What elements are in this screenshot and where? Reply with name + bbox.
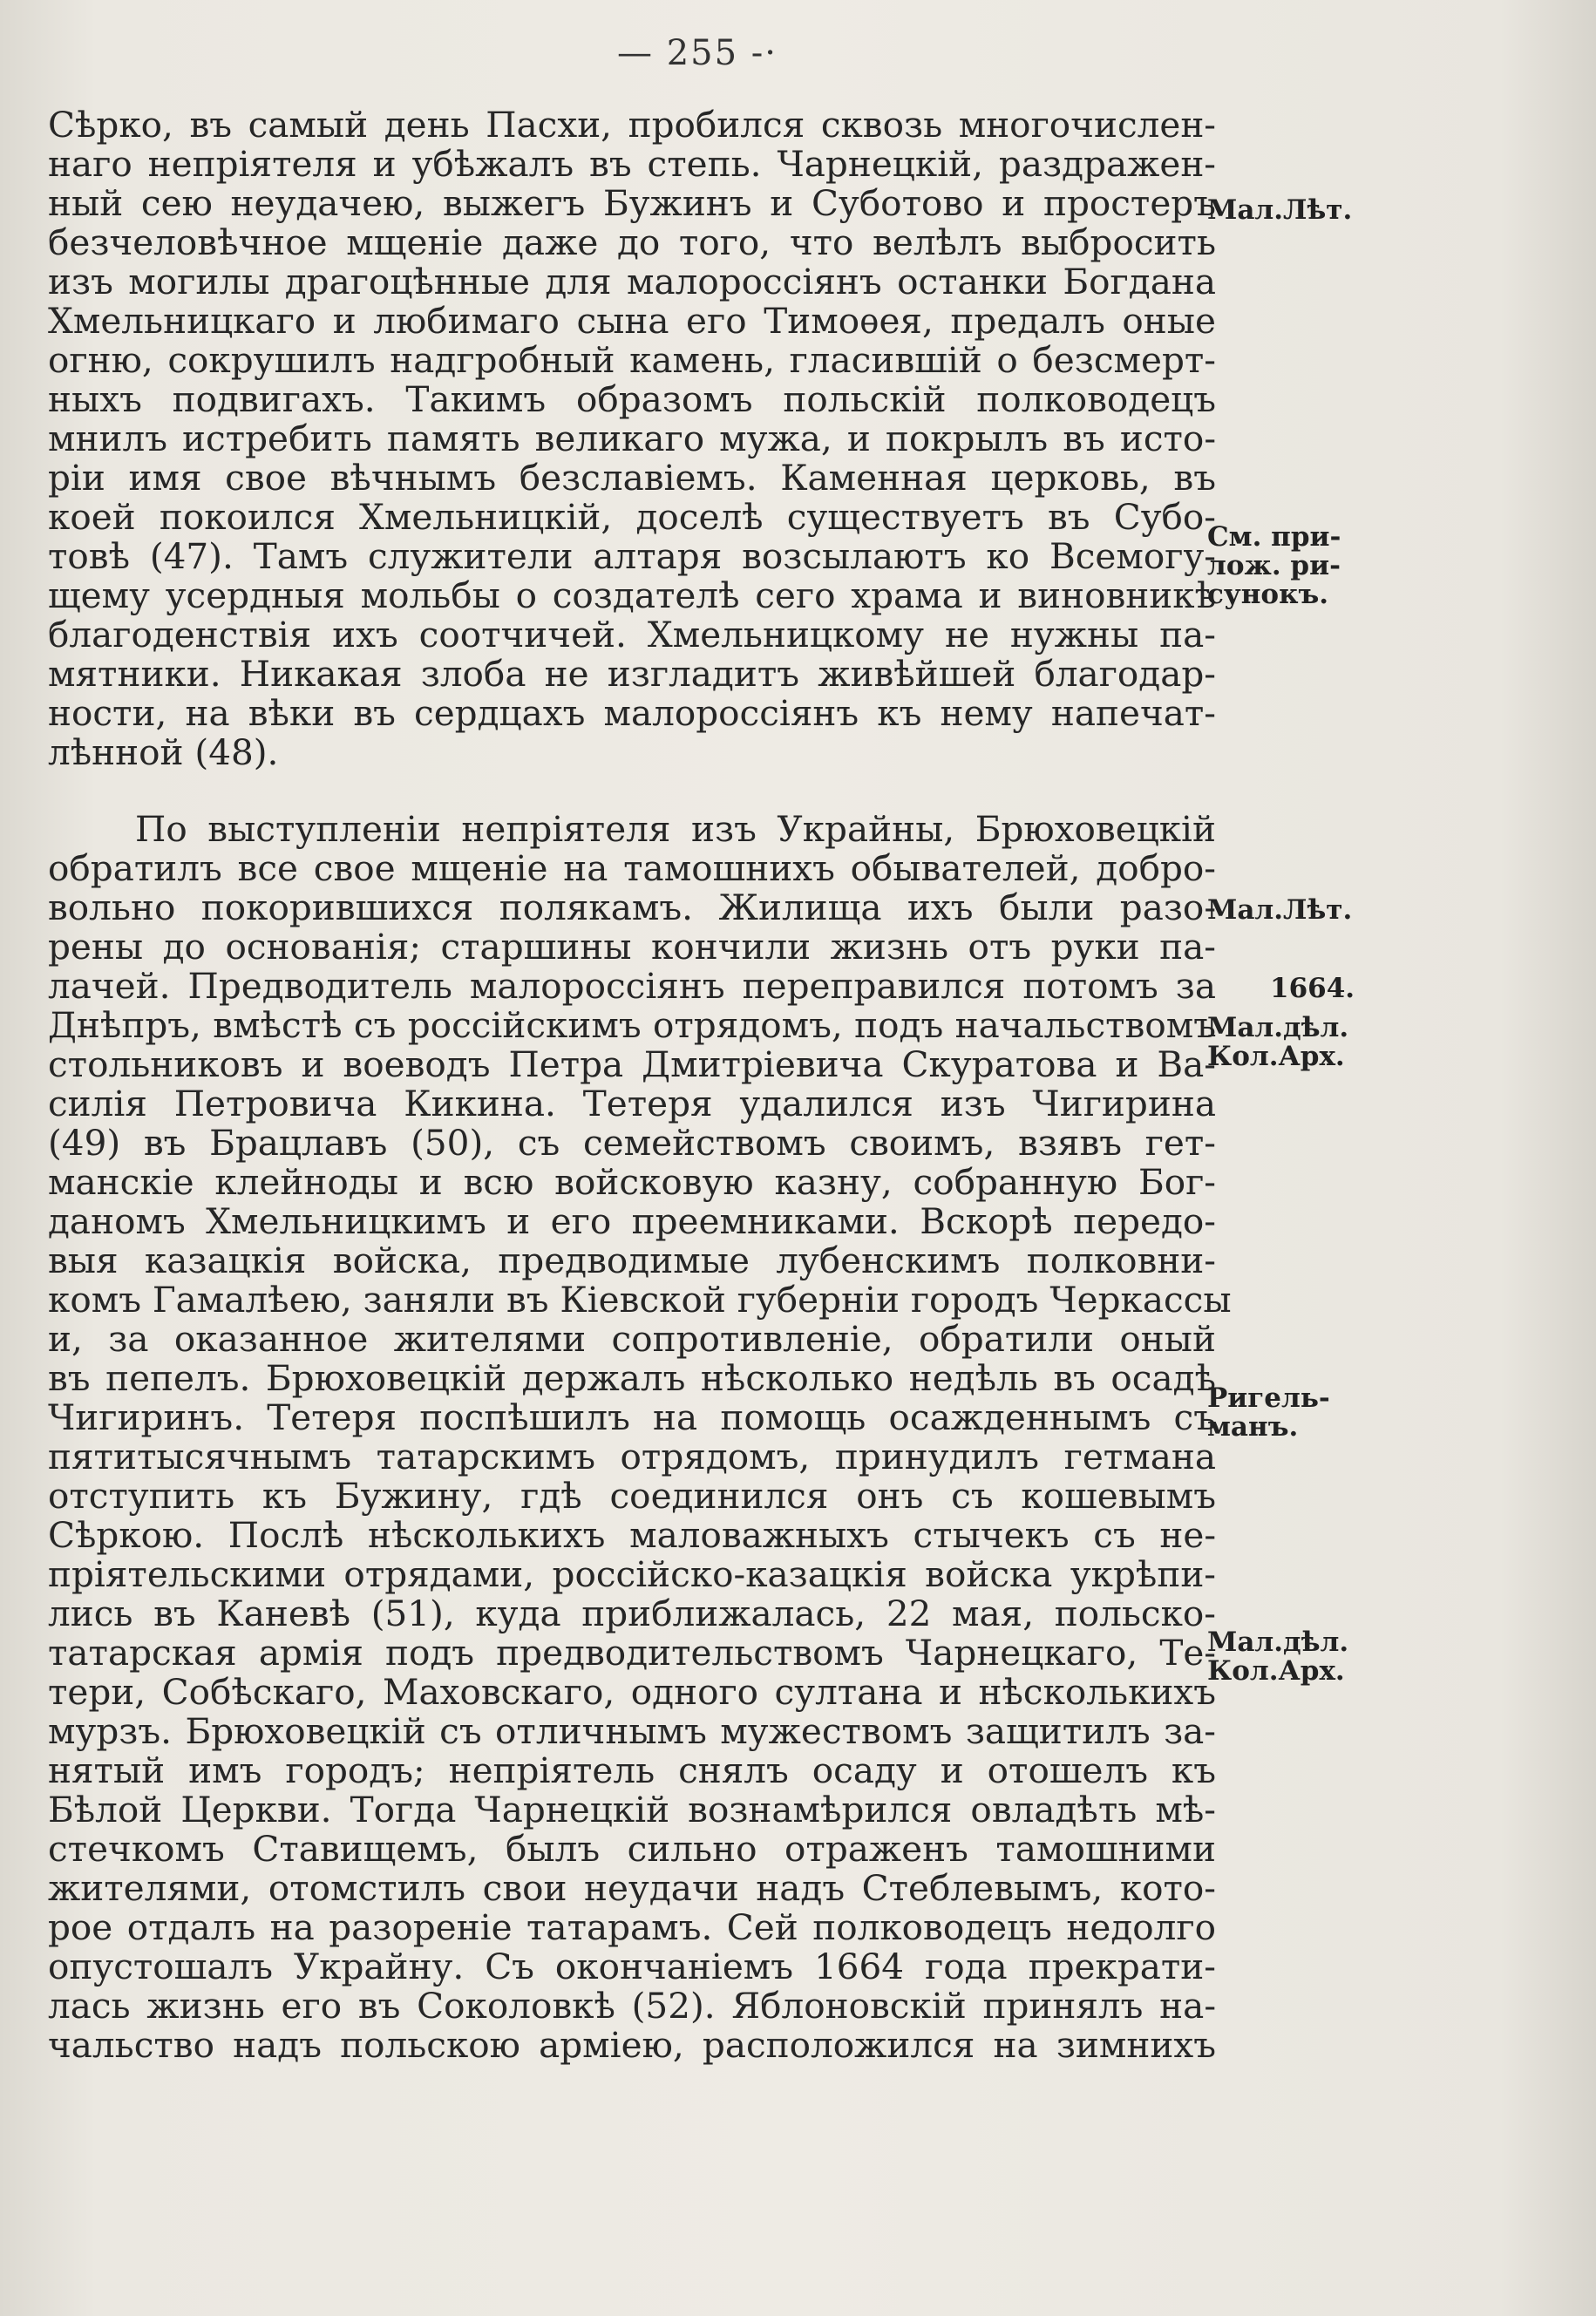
text-line: манскіе клейноды и всю войсковую казну, собранную Бог- [48,1161,1216,1203]
text-line: обратилъ все свое мщеніе на тамошнихъ обывателей, добро- [48,847,1216,889]
text-line: ныхъ подвигахъ. Такимъ образомъ польскій полководецъ [48,378,1216,420]
text-line: лись въ Каневѣ (51), куда приближалась, 22 мая, польско- [48,1593,1216,1634]
text-line: Хмельницкаго и любимаго сына его Тимоѳея, предалъ оные [48,300,1216,342]
text-line: огню, сокрушилъ надгробный камень, гласившій о безсмерт- [48,339,1216,381]
text-line: изъ могилы драгоцѣнные для малороссіянъ останки Богдана [48,261,1216,302]
text-line: вольно покорившихся полякамъ. Жилища ихъ были разо- [48,886,1216,928]
text-line: Сѣрко, въ самый день Пасхи, пробился сквозь многочислен- [48,104,1216,146]
text-line: пятитысячнымъ татарскимъ отрядомъ, принудилъ гетмана [48,1436,1216,1477]
text-line: жителями, отомстилъ свои неудачи надъ Стеблевымъ, кото- [48,1867,1216,1909]
text-line: мнилъ истребить память великаго мужа, и покрылъ въ исто- [48,418,1216,459]
margin-note-year: 1664. [1270,973,1355,1004]
text-line: По выступленіи непріятеля изъ Украйны, Брюховецкій [135,808,1216,850]
margin-note: Ригель- [1207,1382,1330,1414]
text-line: Бѣлой Церкви. Тогда Чарнецкій вознамѣрился овладѣть мѣ- [48,1789,1216,1830]
text-line: рое отдалъ на разореніе татарамъ. Сей полководецъ недолго [48,1906,1216,1948]
text-line: (49) въ Брацлавъ (50), съ семействомъ своимъ, взявъ гет- [48,1122,1216,1164]
text-line: Днѣпръ, вмѣстѣ съ россійскимъ отрядомъ, подъ начальствомъ [48,1004,1216,1046]
text-line: тери, Собѣскаго, Маховскаго, одного султана и нѣсколькихъ [48,1671,1216,1713]
text-line: ріи имя свое вѣчнымъ безславіемъ. Каменная церковь, въ [48,457,1216,499]
text-line: чальство надъ польскою арміею, расположился на зимнихъ [48,2024,1216,2066]
text-line: мурзъ. Брюховецкій съ отличнымъ мужествомъ защитилъ за- [48,1710,1216,1752]
text-line: отступить къ Бужину, гдѣ соединился онъ съ кошевымъ [48,1475,1216,1517]
text-line: мятники. Никакая злоба не изгладитъ живѣйшей благодар- [48,653,1216,695]
margin-note: Мал.дѣл. [1207,1627,1349,1658]
page-number: — 255 -· [616,33,778,73]
text-line: и, за оказанное жителями сопротивленіе, обратили оный [48,1318,1216,1360]
text-line: лѣнной (48). [48,731,279,773]
text-line: стольниковъ и воеводъ Петра Дмитріевича Скуратова и Ва- [48,1043,1216,1085]
margin-note: Кол.Арх. [1207,1655,1345,1687]
text-line: нятый имъ городъ; непріятель снялъ осаду и отошелъ къ [48,1749,1216,1791]
text-line: ный сею неудачею, выжегъ Бужинъ и Суботово и простеръ [48,182,1216,224]
margin-note: Мал.дѣл. [1207,1012,1349,1043]
text-line: рены до основанія; старшины кончили жизнь отъ руки па- [48,926,1216,968]
text-line: татарская армія подъ предводительствомъ Чарнецкаго, Те- [48,1632,1216,1674]
text-line: наго непріятеля и убѣжалъ въ степь. Чарнецкій, раздражен- [48,143,1216,185]
text-line: Чигиринъ. Тетеря поспѣшилъ на помощь осажденнымъ съ [48,1396,1216,1438]
text-line: комъ Гамалѣею, заняли въ Кіевской губерніи городъ Черкассы [48,1279,1232,1321]
text-line: стечкомъ Ставищемъ, былъ сильно отраженъ тамошними [48,1828,1216,1870]
margin-note: См. при- [1207,521,1341,553]
margin-note: Кол.Арх. [1207,1041,1345,1072]
text-line: благоденствія ихъ соотчичей. Хмельницкому не нужны па- [48,614,1216,655]
text-line: ности, на вѣки въ сердцахъ малороссіянъ къ нему напечат- [48,692,1216,734]
text-line: въ пепелъ. Брюховецкій держалъ нѣсколько недѣль въ осадѣ [48,1357,1216,1399]
text-line: лась жизнь его въ Соколовкѣ (52). Яблоновскій принялъ на- [48,1985,1216,2027]
text-line: даномъ Хмельницкимъ и его преемниками. Вскорѣ передо- [48,1200,1216,1242]
text-line: опустошалъ Украйну. Съ окончаніемъ 1664 года прекрати- [48,1946,1216,1987]
margin-note: манъ. [1207,1411,1299,1443]
margin-note: Мал.Лѣт. [1207,894,1353,926]
text-line: товѣ (47). Тамъ служители алтаря возсылаютъ ко Всемогу- [48,535,1216,577]
text-line: Сѣркою. Послѣ нѣсколькихъ маловажныхъ стычекъ съ не- [48,1514,1216,1556]
text-line: пріятельскими отрядами, россійско-казацкія войска укрѣпи- [48,1553,1216,1595]
text-line: лачей. Предводитель малороссіянъ переправился потомъ за [48,965,1216,1007]
text-line: безчеловѣчное мщеніе даже до того, что велѣлъ выбросить [48,221,1216,263]
margin-note: Мал.Лѣт. [1207,194,1353,226]
margin-note: сунокъ. [1207,579,1329,610]
text-line: щему усердныя мольбы о создателѣ сего храма и виновникѣ [48,574,1216,616]
text-line: силія Петровича Кикина. Тетеря удалился изъ Чигирина [48,1083,1216,1124]
text-line: коей покоился Хмельницкій, доселѣ существуетъ въ Субо- [48,496,1216,538]
margin-note: лож. ри- [1207,550,1341,581]
text-line: выя казацкія войска, предводимые лубенскимъ полковни- [48,1240,1216,1281]
